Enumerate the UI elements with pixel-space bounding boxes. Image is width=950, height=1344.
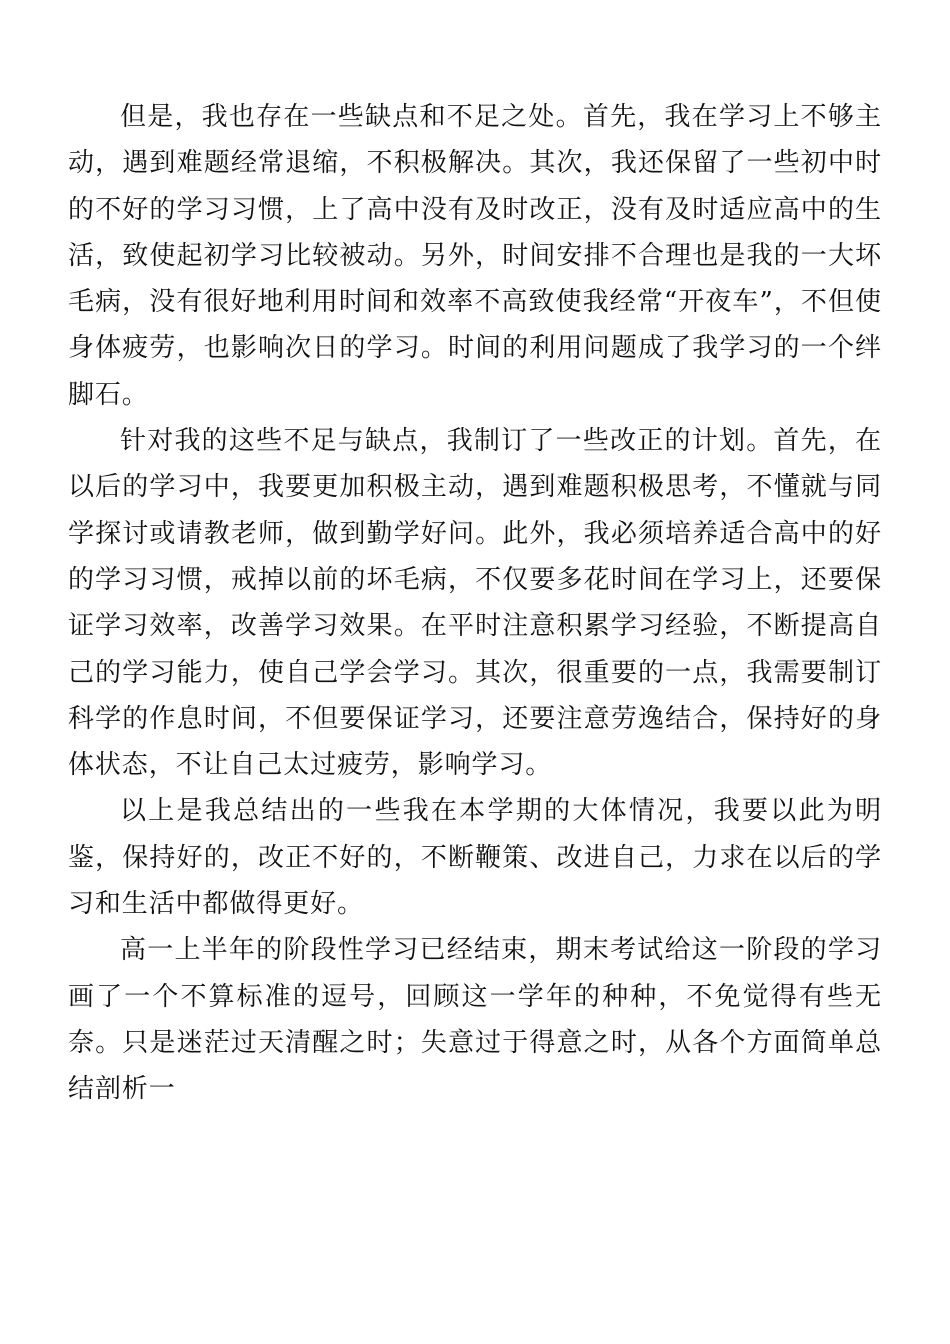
- paragraph-semester-review: 高一上半年的阶段性学习已经结束，期末考试给这一阶段的学习画了一个不算标准的逗号，回顾这一学年的种种，不免觉得有些无奈。只是迷茫过天清醒之时；失意过于得意之时，从各个方面简单总结剖析一: [68, 935, 882, 1105]
- paragraph-summary: 以上是我总结出的一些我在本学期的大体情况，我要以此为明鉴，保持好的，改正不好的，不断鞭策、改进自己，力求在以后的学习和生活中都做得更好。: [68, 796, 882, 920]
- paragraph-shortcomings: 但是，我也存在一些缺点和不足之处。首先，我在学习上不够主动，遇到难题经常退缩，不积极解决。其次，我还保留了一些初中时的不好的学习习惯，上了高中没有及时改正，没有及时适应高中的生活，致使起初学习比较被动。另外，时间安排不合理也是我的一大坏毛病，没有很好地利用时间和效率不高致使我经常“开夜车”，不但使身体疲劳，也影响次日的学习。时间的利用问题成了我学习的一个绊脚石。: [68, 102, 882, 410]
- paragraph-improvement-plan: 针对我的这些不足与缺点，我制订了一些改正的计划。首先，在以后的学习中，我要更加积极主动，遇到难题积极思考，不懂就与同学探讨或请教老师，做到勤学好问。此外，我必须培养适合高中的好的学习习惯，戒掉以前的坏毛病，不仅要多花时间在学习上，还要保证学习效率，改善学习效果。在平时注意积累学习经验，不断提高自己的学习能力，使自己学会学习。其次，很重要的一点，我需要制订科学的作息时间，不但要保证学习，还要注意劳逸结合，保持好的身体状态，不让自己太过疲劳，影响学习。: [68, 426, 882, 781]
- document-body: [68, 94, 882, 1113]
